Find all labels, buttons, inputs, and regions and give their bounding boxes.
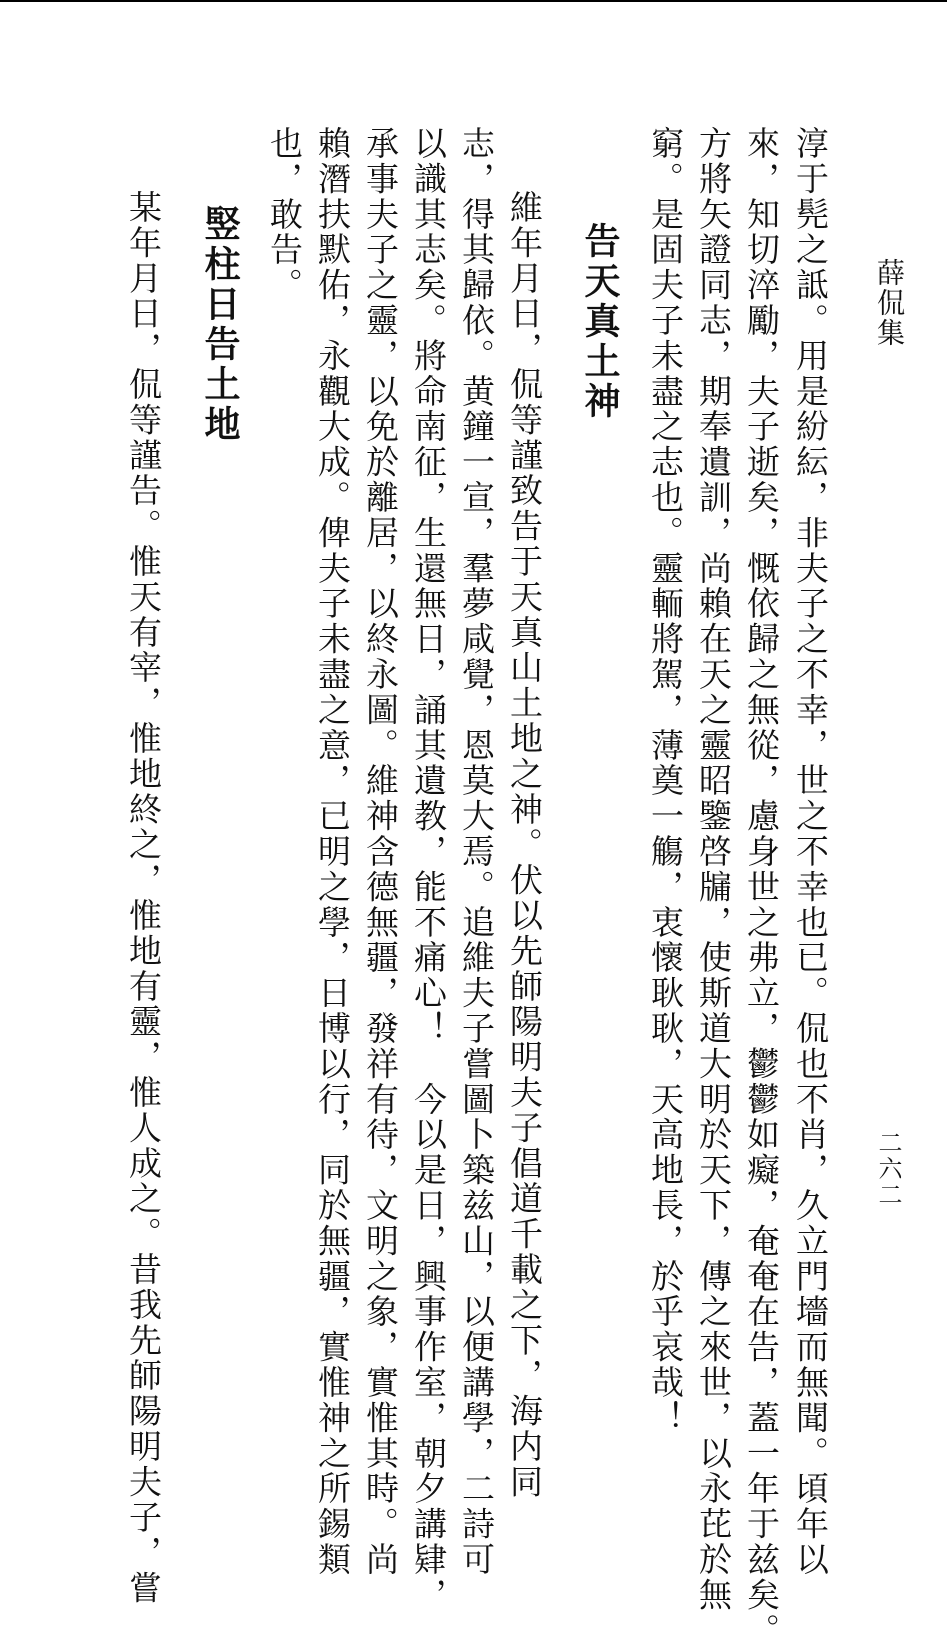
text-column: 也，敢告。 (265, 126, 304, 303)
section-heading: 竪柱日告土地 (199, 205, 241, 445)
running-header-title: 薛侃集 (873, 258, 906, 348)
text-column: 志，得其歸依。黄鐘一宣，羣夢咸覺，恩莫大焉。追維夫子嘗圖卜築兹山，以便講學，二詩可 (457, 126, 496, 1578)
text-column: 窮。是固夫子未盡之志也。靈輀將駕，薄奠一觴，衷懷耿耿，天高地長，於乎哀哉！ (646, 126, 685, 1436)
text-column: 淳于髡之詆。用是紛紜，非夫子之不幸，世之不幸也已。侃也不肖，久立門墻而無聞。頃年以 (791, 126, 830, 1578)
section-heading: 告天真土神 (579, 222, 621, 422)
text-column: 賴潛扶默佑，永觀大成。俾夫子未盡之意，已明之學，日博以行，同於無疆，實惟神之所錫類 (313, 126, 352, 1578)
text-column: 來，知切淬勵，夫子逝矣，慨依歸之無從，慮身世之弗立，鬱鬱如癡，奄奄在告，蓋一年于兹矣。 (742, 126, 781, 1648)
page-number: 二六二 (874, 1130, 902, 1208)
text-column: 維年月日，侃等謹致告于天真山土地之神。伏以先師陽明夫子倡道千載之下，海内同 (505, 190, 544, 1500)
text-column: 以識其志矣。將命南征，生還無日，誦其遺教，能不痛心！ 今以是日，興事作室，朝夕講肄， (409, 126, 448, 1613)
text-column: 承事夫子之靈，以免於離居，以終永圖。維神含德無疆，發祥有待，文明之象，實惟其時。尚 (361, 126, 400, 1578)
text-column: 方將矢證同志，期奉遺訓，尚賴在天之靈昭鑒啓牖，使斯道大明於天下，傳之來世，以永芘於無 (694, 126, 733, 1613)
text-column: 某年月日，侃等謹告。惟天有宰，惟地終之，惟地有靈，惟人成之。昔我先師陽明夫子，嘗 (124, 190, 163, 1606)
top-rule (0, 0, 947, 2)
